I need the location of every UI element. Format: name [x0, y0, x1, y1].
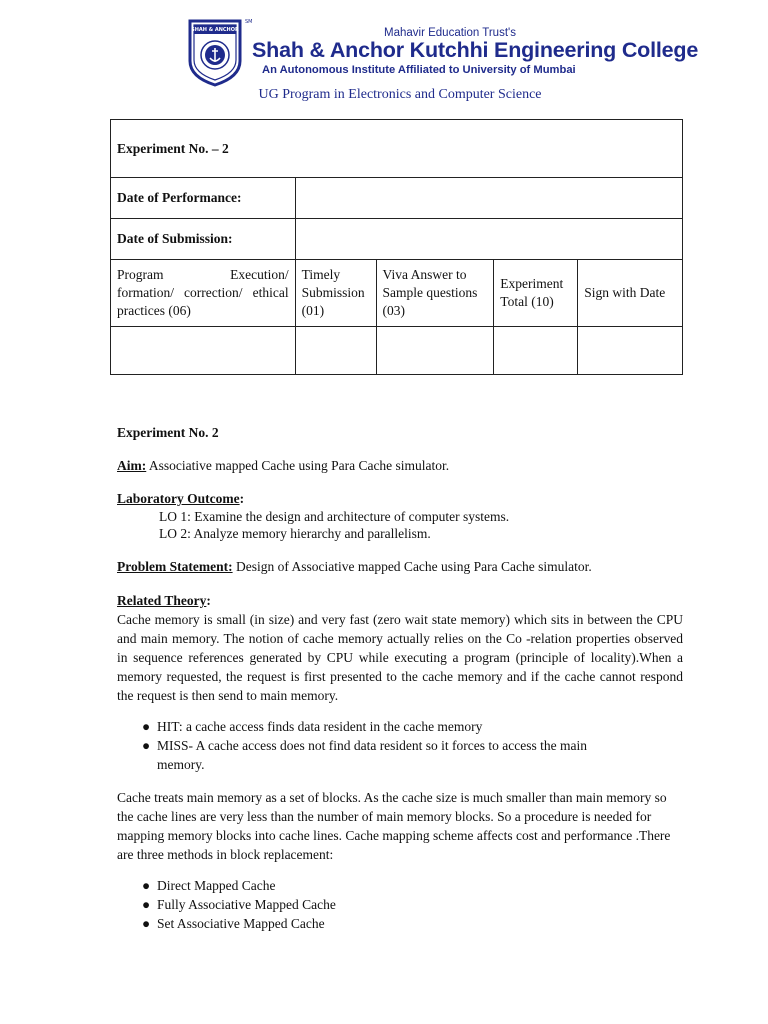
date-performance-field[interactable]	[295, 178, 682, 219]
table-row	[111, 178, 683, 219]
header-line: Timely	[301, 267, 341, 282]
date-performance-label: Date of Performance:	[111, 178, 296, 219]
program-marks-cell[interactable]	[111, 327, 296, 375]
bullet-icon: ●	[142, 719, 151, 734]
theory-colon: :	[206, 593, 211, 608]
viva-marks-cell[interactable]	[376, 327, 494, 375]
list-item	[117, 914, 683, 933]
header-line: (03)	[382, 303, 406, 318]
timely-submission-header	[295, 260, 376, 327]
date-submission-label: Date of Submission:	[111, 219, 296, 260]
sign-cell[interactable]	[578, 327, 683, 375]
timely-marks-cell[interactable]	[295, 327, 376, 375]
trust-name: Mahavir Education Trust's	[384, 27, 516, 39]
experiment-heading: Experiment No. 2	[117, 425, 219, 440]
aim-text: Associative mapped Cache using Para Cache simulator.	[146, 458, 450, 473]
aim-line	[117, 456, 683, 475]
aim-label: Aim:	[117, 458, 147, 473]
evaluation-table	[110, 119, 683, 375]
table-header-row	[111, 260, 683, 327]
header-line: Viva Answer to	[382, 267, 467, 282]
document-body	[117, 423, 683, 933]
bullet-icon: ●	[142, 738, 151, 753]
date-submission-field[interactable]	[295, 219, 682, 260]
program-title: UG Program in Electronics and Computer Science	[258, 87, 542, 102]
mapping-methods-list	[117, 876, 683, 933]
header-line: formation/ correction/ ethical	[117, 285, 289, 300]
total-marks-cell[interactable]	[494, 327, 578, 375]
bullet-icon: ●	[142, 897, 151, 912]
list-item	[117, 717, 603, 736]
header-line: practices (06)	[117, 303, 191, 318]
outcome-colon: :	[239, 491, 245, 506]
program-execution-header	[111, 260, 296, 327]
logo-mark: SM	[245, 19, 253, 25]
experiment-number-cell: Experiment No. – 2	[111, 120, 683, 178]
lo1-text: LO 1: Examine the design and architecture of computer systems.	[159, 509, 510, 524]
list-item-text: Direct Mapped Cache	[157, 878, 276, 893]
cache-paragraph: Cache treats main memory as a set of blocks. As the cache size is much smaller than main memory so the cache lines are very less than the number of main memory blocks. So a procedure is needed for mapping memory blocks into cache lines. Cache mapping scheme affects cost and performance .There are three methods in block replacement:	[117, 790, 671, 862]
header-line: Program Execution/	[117, 267, 289, 282]
header-line: Total (10)	[500, 294, 554, 309]
list-item-text: MISS- A cache access does not find data resident so it forces to access the main memory.	[157, 738, 587, 772]
outcome-label: Laboratory Outcome	[117, 491, 240, 506]
bullet-icon: ●	[142, 878, 151, 893]
table-row	[111, 219, 683, 260]
list-item-text: HIT: a cache access finds data resident in the cache memory	[157, 719, 483, 734]
theory-label: Related Theory	[117, 593, 207, 608]
affiliation: An Autonomous Institute Affiliated to University of Mumbai	[262, 64, 576, 76]
bullet-icon: ●	[142, 916, 151, 931]
header-line: Sample questions	[382, 285, 478, 300]
list-item	[117, 736, 603, 774]
lo2-text: LO 2: Analyze memory hierarchy and parallelism.	[159, 526, 431, 541]
header-line: (01)	[301, 303, 325, 318]
experiment-total-header	[494, 260, 578, 327]
college-name: Shah & Anchor Kutchhi Engineering College	[252, 38, 699, 62]
problem-label: Problem Statement:	[117, 559, 233, 574]
list-item-text: Fully Associative Mapped Cache	[157, 897, 336, 912]
header-line: Experiment	[500, 276, 564, 291]
list-item	[117, 895, 683, 914]
header-line: Submission	[301, 285, 365, 300]
sign-date-header: Sign with Date	[578, 260, 683, 327]
hit-miss-list	[117, 717, 683, 774]
viva-answer-header	[376, 260, 494, 327]
theory-heading	[117, 591, 683, 610]
problem-line	[117, 557, 683, 576]
table-row	[111, 120, 683, 178]
marks-row	[111, 327, 683, 375]
list-item-text: Set Associative Mapped Cache	[157, 916, 325, 931]
outcome-heading	[117, 489, 683, 508]
list-item	[117, 876, 683, 895]
logo-text: SHAH & ANCHOR	[191, 27, 239, 33]
theory-paragraph: Cache memory is small (in size) and very fast (zero wait state memory) which sits in between the CPU and main memory. The notion of cache memory actually relies on the Co -relation properties observed in sequence references generated by CPU while executing a program (principle of locality).When a memory requested, the request is first presented to the cache memory and if the cache cannot respond the request is then send to main memory.	[117, 612, 683, 703]
problem-text: Design of Associative mapped Cache using Para Cache simulator.	[232, 559, 592, 574]
